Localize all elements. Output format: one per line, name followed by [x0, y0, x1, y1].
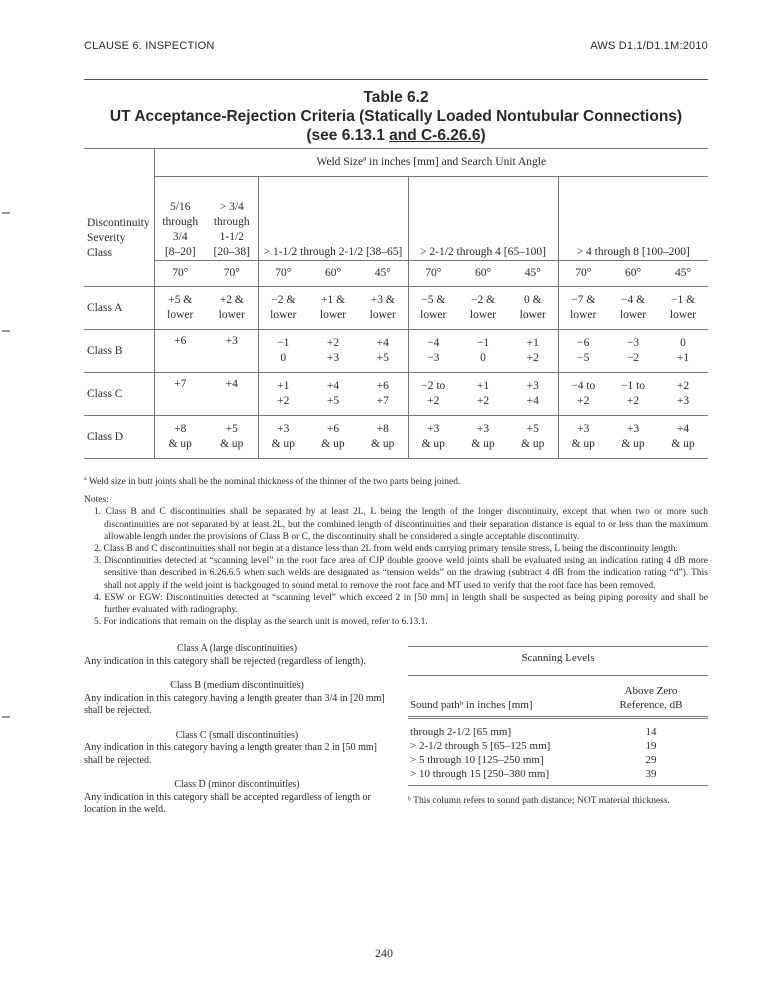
margin-mark [2, 330, 10, 332]
angle: 60° [458, 261, 508, 287]
angle: 70° [154, 261, 206, 287]
header-rule [84, 79, 708, 80]
note-item: 2. Class B and C discontinuities shall not begin at a distance less than 2L from weld ends carrying primary tensile stress, L being the discontinuity length. [94, 544, 678, 555]
angle: 60° [308, 261, 358, 287]
weld-size-header: Weld Sizeª in inches [mm] and Search Unit Angle [154, 149, 708, 177]
class-c-definition: Class C (small discontinuities) Any indication in this category having a length greater than 2 in [50 mm] shall be rejected. [84, 729, 377, 766]
sound-path: > 5 through 10 [125–250 mm] [410, 754, 544, 766]
angle: 70° [206, 261, 258, 287]
db-value: 39 [645, 768, 657, 780]
table-title: UT Acceptance-Rejection Criteria (Statically Loaded Nontubular Connections) [109, 108, 683, 125]
size-group-2: > 2-1/2 through 4 [65–100] [408, 177, 558, 261]
angle: 45° [658, 261, 708, 287]
angle: 45° [508, 261, 558, 287]
row-label: Class A [87, 301, 123, 314]
table-title-block [84, 88, 708, 145]
note-item: 4. ESW or EGW: Discontinuities detected at “scanning level” which exceed 2 in [50 mm] in length shall be suspected as being piping porosity and shall be further evaluated with radiography. [94, 592, 708, 616]
class-b-definition: Class B (medium discontinuities) Any indication in this category having a length greater than 3/4 in [20 mm] shall be rejected. [84, 680, 385, 716]
table-number: Table 6.2 [363, 89, 429, 106]
scanning-levels [408, 646, 708, 808]
acceptance-table [84, 148, 708, 459]
table-row: Class D +8 & up +5 & up +3 & up +6 & up +8 & up +3 & up +3 & up +5 & up +3 & up +3 & up +4 & up [84, 416, 708, 459]
angle: 70° [258, 261, 308, 287]
corner-header: Discontinuity Severity Class [87, 216, 150, 259]
sound-path-header: Sound pathᵇ in inches [mm] [410, 699, 533, 711]
size-3-4-to-1-1-2: > 3/4 through 1-1/2 [20–38] [213, 201, 250, 258]
margin-mark [2, 716, 10, 718]
angle: 70° [558, 261, 608, 287]
db-value: 29 [645, 754, 657, 766]
footnote-b: ᵇ This column refers to sound path distance; NOT material thickness. [408, 796, 670, 806]
db-value: 19 [645, 740, 657, 752]
size-group-1: > 1-1/2 through 2-1/2 [38–65] [258, 177, 408, 261]
row-label: Class B [87, 344, 123, 357]
table-reference: (see 6.13.1 and C-6.26.6) [306, 127, 486, 144]
sound-path: > 2-1/2 through 5 [65–125 mm] [410, 740, 551, 752]
row-label: Class D [87, 430, 124, 443]
angle: 45° [358, 261, 408, 287]
angle: 70° [408, 261, 458, 287]
size-group-3: > 4 through 8 [100–200] [558, 177, 708, 261]
class-d-definition: Class D (minor discontinuities) Any indication in this category shall be accepted regardless of length or location in the weld. [84, 779, 371, 815]
page-number: 240 [375, 946, 393, 960]
running-header-left: CLAUSE 6. INSPECTION [84, 40, 215, 52]
db-header: Above Zero Reference, dB [619, 685, 683, 711]
table-row: Class B +6 +3 −1 0 +2 +3 +4 +5 −4 −3 −1 0 +1 +2 −6 −5 −3 −2 0 +1 [84, 330, 708, 373]
table-notes [84, 476, 708, 628]
class-a-definition: Class A (large discontinuities) Any indication in this category shall be rejected (regardless of length). [84, 643, 366, 667]
running-header-right: AWS D1.1/D1.1M:2010 [590, 40, 708, 52]
table-row: Class C +7 +4 +1 +2 +4 +5 +6 +7 −2 to +2 +1 +2 +3 +4 −4 to +2 −1 to +2 +2 +3 [84, 373, 708, 416]
note-item: 3. Discontinuities detected at “scanning level” in the root face area of CJP double groove weld joints shall be evaluated using an indication rating 4 dB more sensitive than described in 6.26.6.5 when such welds are designated as “tension welds” on the drawing (subtract 4 dB from the indication rating “d”). This shall not apply if the weld joint is backgouged to sound metal to remove the root face and MT used to verify that the root face has been removed. [94, 556, 708, 591]
angle: 60° [608, 261, 658, 287]
margin-mark [2, 212, 10, 214]
notes-heading: Notes: [84, 495, 109, 506]
sound-path: through 2-1/2 [65 mm] [410, 726, 512, 738]
footnote-a: ª Weld size in butt joints shall be the nominal thickness of the thinner of the two parts being joined. [84, 477, 461, 487]
table-row: Class A +5 & lower +2 & lower −2 & lower +1 & lower +3 & lower −5 & lower −2 & lower 0 & lower −7 & lower −4 & lower −1 & lower [84, 287, 708, 330]
sound-path: > 10 through 15 [250–380 mm] [410, 768, 550, 780]
size-5-16-to-3-4: 5/16 through 3/4 [8–20] [154, 177, 206, 261]
note-item: 1. Class B and C discontinuities shall be separated by at least 2L, L being the length of the longer discontinuity, except that when two or more such discontinuities are not separated by at least 2L, but the combined length of discontinuities and their separation distance is equal to or less than the maximum allowable length under the provisions of Class B or C, the discontinuity shall be considered a single acceptable discontinuity. [94, 507, 708, 542]
row-label: Class C [87, 387, 123, 400]
db-value: 14 [645, 726, 657, 738]
note-item: 5. For indications that remain on the display as the search unit is moved, refer to 6.13.1. [94, 617, 428, 628]
scanning-title: Scanning Levels [408, 646, 708, 675]
class-definitions [84, 643, 390, 829]
